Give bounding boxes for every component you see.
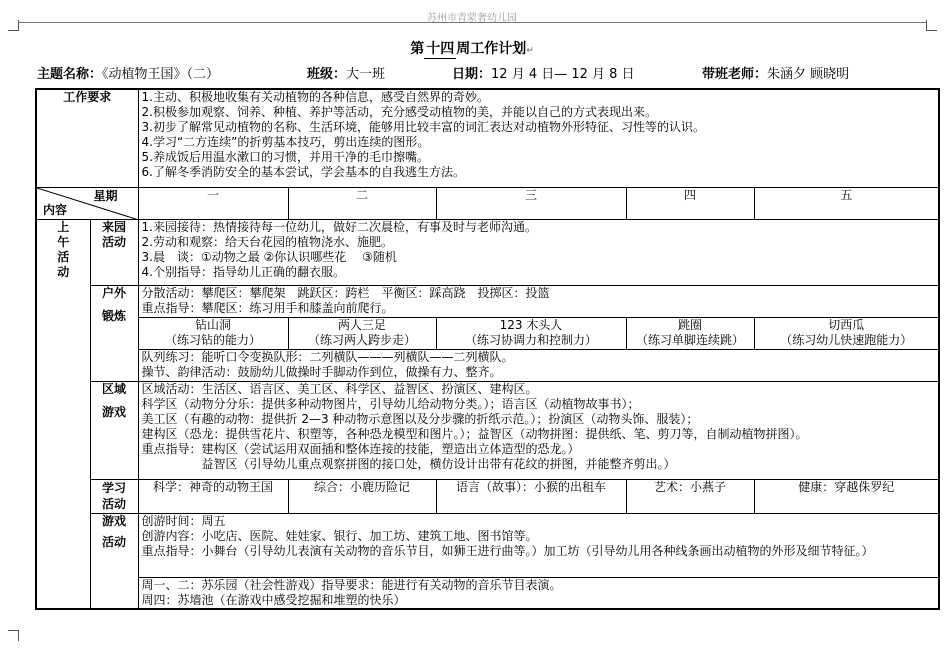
corner-weekday-label: 星期 [93, 188, 118, 203]
game-cell: 123 木头人 （练习协调力和控制力） [436, 317, 626, 349]
outdoor-content: 分散活动：攀爬区：攀爬架 跳跃区：跨栏 平衡区：踩高跷 投掷区：投篮 重点指导：攀爬区：练习用手和膝盖向前爬行。 [138, 285, 939, 317]
arrival-row [36, 219, 939, 285]
weekday-monday: 一 [138, 187, 288, 219]
requirement-item: 1.主动、积极地收集有关动植物的各种信息，感受自然界的奇妙。 [141, 90, 489, 104]
outdoor-games-row [36, 317, 939, 349]
game-cell: 跳圈 （练习单脚连续跳） [626, 317, 754, 349]
morning-section-label: 上 午 活 动 [36, 219, 90, 609]
theme-field: 主题名称：《动植物王国》（二） [37, 67, 220, 82]
zone-row [36, 381, 939, 479]
weekday-wednesday: 三 [436, 187, 626, 219]
week-number: 十四 [424, 38, 456, 59]
weekday-tuesday: 二 [288, 187, 436, 219]
requirements-row [36, 89, 939, 187]
header-rule [18, 22, 926, 23]
document-header: 苏州市青蒙奢幼儿园 [427, 13, 517, 24]
play-label: 游戏 活动 [90, 513, 138, 609]
study-item: 科学：神奇的动物王国 [138, 479, 288, 513]
play-row [36, 513, 939, 577]
corner-content-label: 内容 [43, 202, 68, 217]
study-row [36, 479, 939, 513]
requirements-content [138, 89, 939, 187]
page-corner-mark [8, 630, 19, 641]
page-corner-mark [926, 20, 937, 31]
requirement-item: 4.学习“二方连续”的折剪基本技巧，剪出连续的图形。 [141, 135, 430, 149]
weekday-thursday: 四 [626, 187, 754, 219]
study-item: 语言（故事）：小猴的出租车 [436, 479, 626, 513]
requirement-item: 5.养成饭后用温水漱口的习惯，并用干净的毛巾擦嘴。 [141, 150, 429, 164]
study-label: 学习 活动 [90, 479, 138, 513]
game-cell: 钻山洞 （练习钻的能力） [138, 317, 288, 349]
outdoor-row [36, 285, 939, 317]
zone-label: 区域 游戏 [90, 381, 138, 479]
outdoor-drill-row [36, 349, 939, 381]
requirement-item: 3.初步了解常见动植物的名称、生活环境，能够用比较丰富的词汇表达对动植物外形特征、习性等的认识。 [141, 120, 705, 134]
play-content: 创游时间：周五 创游内容：小吃店、医院、娃娃家、银行、加工坊、建筑工地、图书馆等。 重点指导：小舞台（引导幼儿表演有关动物的音乐节目，如狮王进行曲等。）加工坊（引导幼儿用各种线条画出动植物的外形及细节特征。） [138, 513, 939, 577]
study-item: 综合：小鹿历险记 [288, 479, 436, 513]
requirement-item: 2.积极参加观察、饲养、种植、养护等活动，充分感受动植物的美，并能以自己的方式表现出来。 [141, 105, 657, 119]
page-title: 第 十四 周工作计划↵ [0, 38, 944, 59]
outdoor-label: 户外 锻炼 [90, 285, 138, 381]
class-field: 班级：大一班 [307, 67, 386, 82]
arrival-label: 来园 活动 [90, 219, 138, 285]
study-item: 艺术：小燕子 [626, 479, 754, 513]
date-field: 日期：12 月 4 日— 12 月 8 日 [452, 67, 635, 82]
game-cell: 切西瓜 （练习幼儿快速跑能力） [754, 317, 939, 349]
requirements-label: 工作要求 [36, 89, 138, 187]
play-extra-row [36, 577, 939, 609]
corner-cell [36, 187, 138, 219]
page-corner-mark [8, 20, 19, 31]
game-cell: 两人三足 （练习两人跨步走） [288, 317, 436, 349]
teacher-field: 带班老师：朱涵夕 顾晓明 [702, 67, 850, 82]
study-item: 健康：穿越侏罗纪 [754, 479, 939, 513]
drill-content: 队列练习：能听口令变换队形：二列横队———列横队——二列横队。 操节、韵律活动：鼓励幼儿做操时手脚动作到位，做操有力、整齐。 [138, 349, 939, 381]
weekday-header-row [36, 187, 939, 219]
play-extra-content: 周一、二：苏乐园（社会性游戏）指导要求：能进行有关动物的音乐节目表演。 周四：苏墙池（在游戏中感受挖掘和堆塑的快乐） [138, 577, 939, 609]
arrival-content: 1.来园接待：热情接待每一位幼儿，做好二次晨检，有事及时与老师沟通。 2.劳动和观察：给天台花园的植物浇水、施肥。 3.晨 谈：①动物之最 ②你认识哪些花 ③随机 4.个别指导：指导幼儿正确的翻衣服。 [138, 219, 939, 285]
requirement-item: 6.了解冬季消防安全的基本尝试，学会基本的自我逃生方法。 [141, 165, 465, 179]
weekly-plan-table [35, 88, 940, 610]
weekday-friday: 五 [754, 187, 939, 219]
zone-content: 区域活动：生活区、语言区、美工区、科学区、益智区、扮演区、建构区。 科学区（动物分分乐：提供多种动物图片，引导幼儿给动物分类。）；语言区（动植物故事书）； 美工区（有趣的动物：提供折 2—3 种动物示意图以及分步骤的折纸示范。）；扮演区（动物头饰、服装）； 建构区（恐龙：提供雪花片、积塑等，各种恐龙模型和图片。）；益智区（动物拼图：提供纸、笔、剪刀等，自制动植物拼图）。 重点指导：建构区（尝试运用双面插和整体连接的技能，塑造出立体造型的恐龙。） 益智区（引导幼儿重点观察拼图的接口处，横仿设计出带有花纹的拼图，并能整齐剪出。） [138, 381, 939, 479]
